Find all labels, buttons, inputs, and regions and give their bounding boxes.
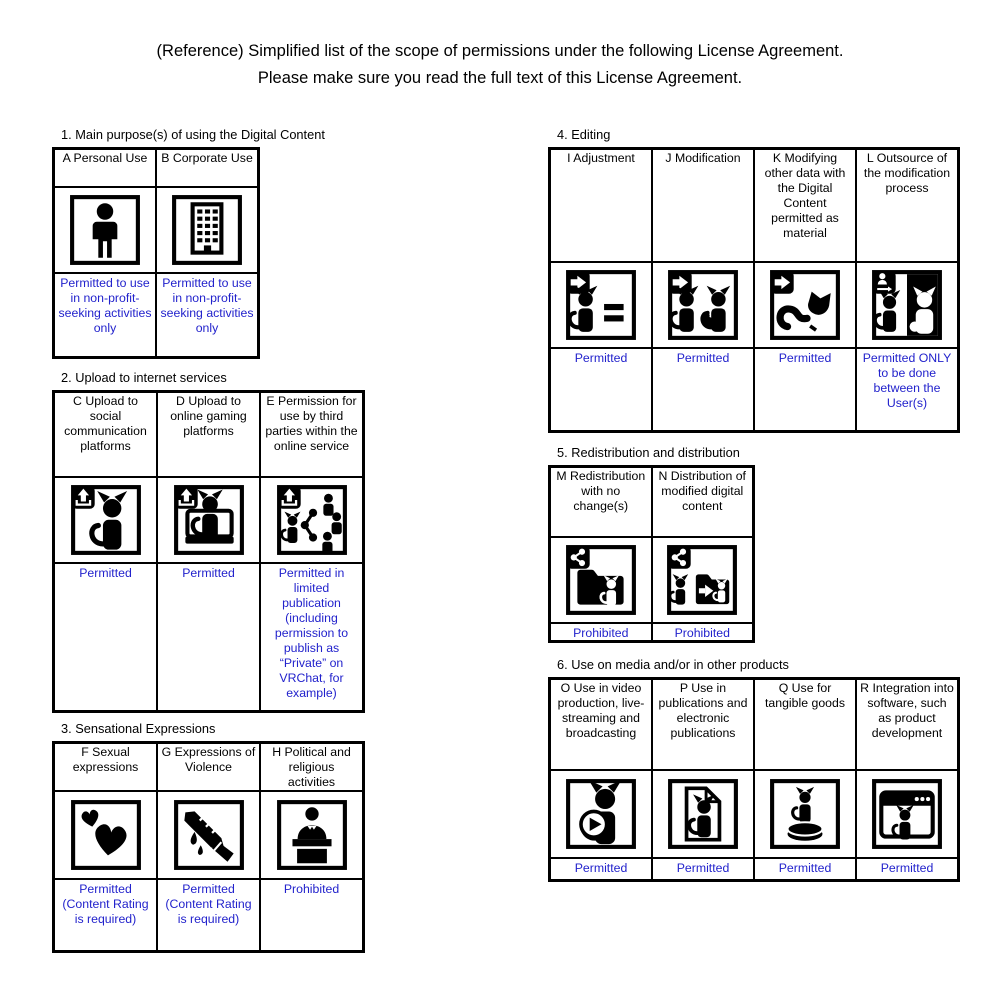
icon-cell-B — [156, 187, 258, 273]
permission-cell-Q: Permitted — [754, 858, 856, 880]
hearts-icon — [69, 798, 143, 872]
section-media-products — [548, 657, 960, 882]
permission-table — [52, 147, 260, 359]
header-cell-I: I Adjustment — [550, 149, 652, 262]
page-title-line-1: (Reference) Simplified list of the scope of permissions under the following License Agreement. — [156, 42, 844, 60]
software-window-icon — [870, 777, 944, 851]
header-cell-P: P Use in publications and electronic publications — [652, 679, 754, 770]
icon-cell-E — [260, 477, 363, 563]
permission-cell-C: Permitted — [54, 563, 157, 711]
icon-cell-R — [856, 770, 958, 858]
section-heading: 4. Editing — [557, 127, 611, 142]
section-main-purpose — [52, 127, 325, 359]
section-editing — [548, 127, 960, 433]
icon-cell-L — [856, 262, 958, 348]
icon-cell-N — [652, 537, 754, 623]
section-redistribution — [548, 445, 755, 643]
permission-cell-H: Prohibited — [260, 879, 363, 951]
permission-cell-R: Permitted — [856, 858, 958, 880]
permission-cell-J: Permitted — [652, 348, 754, 431]
tangible-goods-icon — [768, 777, 842, 851]
permission-cell-D: Permitted — [157, 563, 260, 711]
section-heading: 3. Sensational Expressions — [61, 721, 216, 736]
knife-icon — [172, 798, 246, 872]
page-title-line-2: Please make sure you read the full text of this License Agreement. — [257, 69, 743, 87]
page-title — [0, 38, 1000, 92]
permission-table — [52, 741, 365, 953]
material-icon — [768, 268, 842, 342]
header-cell-C: C Upload to social communication platforms — [54, 392, 157, 477]
permission-cell-B: Permitted to use in non-profit-seeking activities only — [156, 273, 258, 357]
icon-cell-K — [754, 262, 856, 348]
header-cell-D: D Upload to online gaming platforms — [157, 392, 260, 477]
header-cell-Q: Q Use for tangible goods — [754, 679, 856, 770]
permission-cell-F: Permitted (Content Rating is required) — [54, 879, 157, 951]
building-icon — [170, 193, 244, 267]
redistribution-folder-icon — [564, 543, 638, 617]
icon-cell-C — [54, 477, 157, 563]
section-sensational — [52, 721, 365, 953]
icon-cell-A — [54, 187, 156, 273]
section-heading: 1. Main purpose(s) of using the Digital Content — [61, 127, 325, 142]
icon-cell-O — [550, 770, 652, 858]
header-cell-K: K Modifying other data with the Digital Content permitted as material — [754, 149, 856, 262]
publication-page-icon — [666, 777, 740, 851]
permission-cell-N: Prohibited — [652, 623, 754, 641]
permission-table — [52, 390, 365, 713]
header-cell-R: R Integration into software, such as product development — [856, 679, 958, 770]
icon-cell-J — [652, 262, 754, 348]
upload-gaming-icon — [172, 483, 246, 557]
header-cell-B: B Corporate Use — [156, 149, 258, 187]
icon-cell-G — [157, 791, 260, 879]
upload-social-icon — [69, 483, 143, 557]
icon-cell-D — [157, 477, 260, 563]
permission-table — [548, 147, 960, 433]
permission-cell-O: Permitted — [550, 858, 652, 880]
header-cell-O: O Use in video production, live-streaming and broadcasting — [550, 679, 652, 770]
header-cell-L: L Outsource of the modification process — [856, 149, 958, 262]
icon-cell-H — [260, 791, 363, 879]
outsource-icon — [870, 268, 944, 342]
permission-cell-K: Permitted — [754, 348, 856, 431]
icon-cell-Q — [754, 770, 856, 858]
adjustment-icon — [564, 268, 638, 342]
icon-cell-F — [54, 791, 157, 879]
podium-icon — [275, 798, 349, 872]
section-heading: 2. Upload to internet services — [61, 370, 227, 385]
section-upload — [52, 370, 365, 713]
person-icon — [68, 193, 142, 267]
modification-icon — [666, 268, 740, 342]
permission-table — [548, 677, 960, 882]
header-cell-J: J Modification — [652, 149, 754, 262]
permission-cell-E: Permitted in limited publication (including permission to publish as “Private” on VRChat, for example) — [260, 563, 363, 711]
header-cell-M: M Redistribution with no change(s) — [550, 467, 652, 537]
permission-cell-M: Prohibited — [550, 623, 652, 641]
icon-cell-I — [550, 262, 652, 348]
permission-cell-G: Permitted (Content Rating is required) — [157, 879, 260, 951]
upload-share-icon — [275, 483, 349, 557]
permission-cell-I: Permitted — [550, 348, 652, 431]
modified-distribution-icon — [665, 543, 739, 617]
header-cell-A: A Personal Use — [54, 149, 156, 187]
header-cell-H: H Political and religious activities — [260, 743, 363, 791]
header-cell-E: E Permission for use by third parties within the online service — [260, 392, 363, 477]
permission-table — [548, 465, 755, 643]
section-heading: 6. Use on media and/or in other products — [557, 657, 789, 672]
header-cell-N: N Distribution of modified digital content — [652, 467, 754, 537]
header-cell-G: G Expressions of Violence — [157, 743, 260, 791]
icon-cell-M — [550, 537, 652, 623]
section-heading: 5. Redistribution and distribution — [557, 445, 740, 460]
permission-cell-P: Permitted — [652, 858, 754, 880]
permission-cell-L: Permitted ONLY to be done between the User(s) — [856, 348, 958, 431]
header-cell-F: F Sexual expressions — [54, 743, 157, 791]
icon-cell-P — [652, 770, 754, 858]
video-play-icon — [564, 777, 638, 851]
permission-cell-A: Permitted to use in non-profit-seeking activities only — [54, 273, 156, 357]
